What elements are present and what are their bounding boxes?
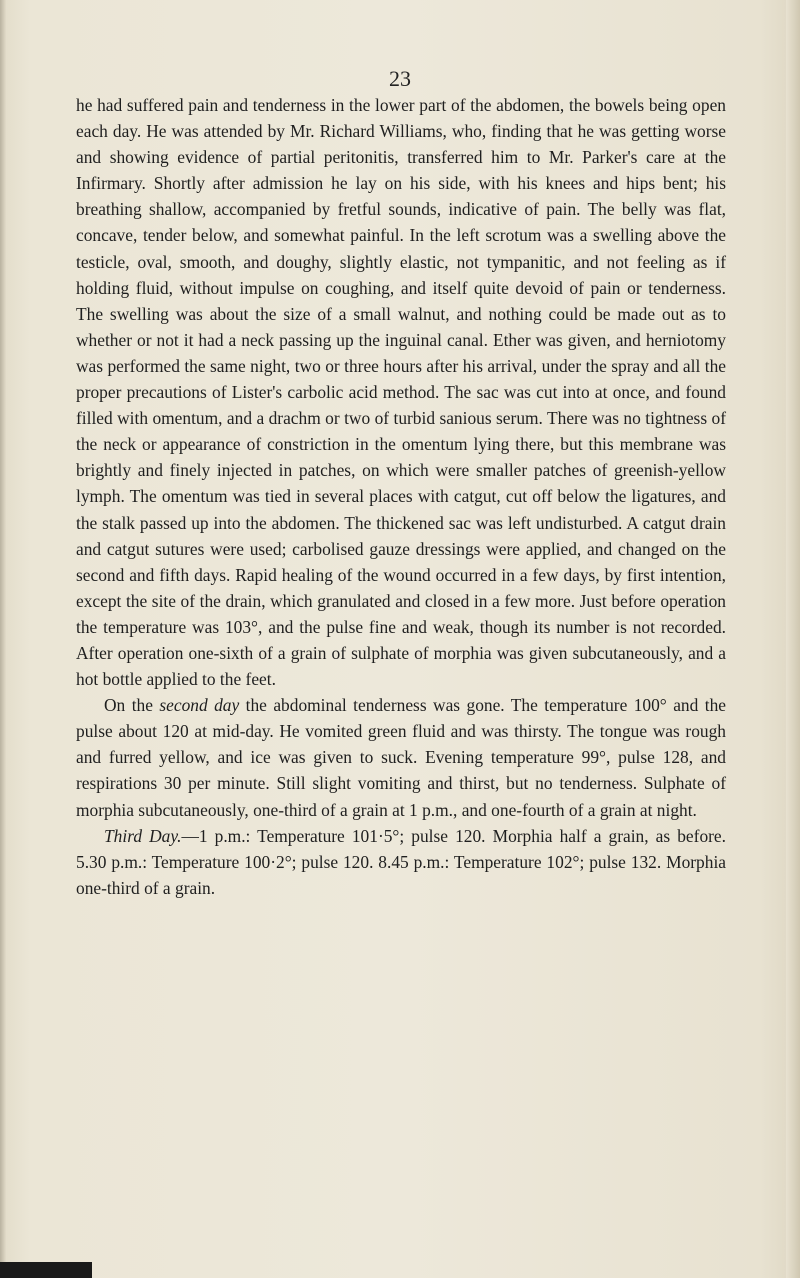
day-heading: Third Day. — [104, 825, 182, 846]
paragraph-third-day — [76, 823, 726, 901]
day-heading: second day — [159, 695, 240, 716]
body-text — [76, 92, 726, 901]
text-segment: —1 p.m.: Temperature 101·5°; pulse 120. Morphia half a grain, as before. 5.30 p.m.: Temperature 100·2°; pulse 120. 8.45 p.m.: Temperature 102°; pulse 132. Morphia one-third of a grain. — [76, 825, 726, 898]
paragraph-history — [76, 92, 726, 692]
text-segment: he had suffered pain and tenderness in the lower part of the abdomen, the bowels being open each day. He was attended by Mr. Richard Williams, who, finding that he was getting worse and showing evidence of partial peritonitis, transferred him to Mr. Parker's care at the Infirmary. Shortly after admission he lay on his side, with his knees and hips bent; his breathing shallow, accompanied by fretful sounds, indicative of pain. The belly was flat, concave, tender below, and somewhat painful. In the left scrotum was a swelling above the testicle, oval, smooth, and doughy, slightly elastic, not tympanitic, and not feeling as if holding fluid, without impulse on coughing, and itself quite devoid of pain or tenderness. The swelling was about the size of a small walnut, and nothing could be made out as to whether or not it had a neck passing up the inguinal canal. Ether was given, and herniotomy was performed the same night, two or three hours after his arrival, under the spray and all the proper precautions of Lister's carbolic acid method. The sac was cut into at once, and found filled with omentum, and a drachm or two of turbid sanious serum. There was no tightness of the neck or appearance of constriction in the omentum lying there, but this membrane was brightly and finely injected in patches, on which were smaller patches of greenish-yellow lymph. The omentum was tied in several places with catgut, cut off below the ligatures, and the stalk passed up into the abdomen. The thickened sac was left undisturbed. A catgut drain and catgut sutures were used; carbolised gauze dressings were applied, and changed on the second and fifth days. Rapid healing of the wound occurred in a few days, by first intention, except the site of the drain, which granulated and closed in a few more. Just before operation the temperature was 103°, and the pulse fine and weak, though its number is not recorded. After operation one-sixth of a grain of sulphate of morphia was given subcutaneously, and a hot bottle applied to the feet. — [76, 95, 726, 690]
text-segment: On the — [104, 695, 160, 716]
text-segment: the abdominal tenderness was gone. The temperature 100° and the pulse about 120 at mid-day. He vomited green fluid and was thirsty. The tongue was rough and furred yellow, and ice was given to suck. Evening temperature 99°, pulse 128, and respirations 30 per minute. Still slight vomiting and thirst, but no tenderness. Sulphate of morphia subcutaneously, one-third of a grain at 1 p.m., and one-fourth of a grain at night. — [76, 695, 726, 820]
page-left-edge — [0, 0, 6, 1278]
paragraph-second-day — [76, 692, 726, 822]
page-right-edge — [786, 0, 800, 1278]
page-number: 23 — [389, 66, 411, 91]
scan-edge-mark — [0, 1262, 92, 1278]
